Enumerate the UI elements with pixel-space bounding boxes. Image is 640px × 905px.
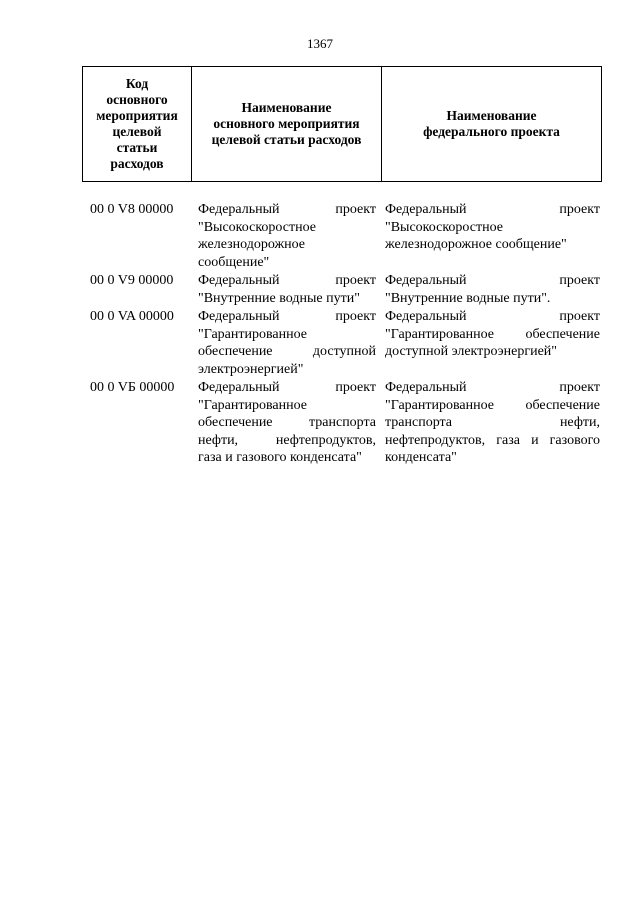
row-project [381,272,602,307]
project-line: Федеральный проект [385,309,600,324]
project-line: "Гарантированное обеспечение [385,326,600,342]
name-line: "Внутренние водные пути" [198,290,360,306]
table-row [82,272,602,307]
name-line: "Гарантированное [198,326,307,342]
project-line: "Гарантированное обеспечение [385,397,600,413]
name-line: "Высокоскоростное [198,219,316,235]
name-line: железнодорожное [198,237,306,252]
project-line: Федеральный проект [385,380,600,395]
name-line: электроэнергией" [198,361,304,377]
row-name [191,379,381,467]
name-line: обеспечение доступной [198,344,376,359]
row-code: 00 0 VБ 00000 [90,380,175,395]
row-project [381,308,602,378]
page-number: 1367 [307,36,333,51]
project-line: транспорта нефти, [385,415,600,430]
name-line: обеспечение транспорта [198,415,376,430]
table-header [82,66,602,182]
project-line: железнодорожное сообщение" [385,237,567,252]
name-line: Федеральный проект [198,273,376,288]
project-line: "Внутренние водные пути". [385,290,551,306]
header-name-column: Наименование основного мероприятия целевой статьи расходов [192,67,382,181]
project-line: Федеральный проект [385,273,600,288]
header-code-column: Код основного мероприятия целевой статьи расходов [83,67,192,181]
table-body [82,201,602,468]
row-code: 00 0 VA 00000 [90,309,174,324]
row-name [191,308,381,378]
name-line: Федеральный проект [198,380,376,395]
project-line: "Высокоскоростное [385,219,503,235]
row-project [381,201,602,271]
project-line: конденсата" [385,450,457,465]
name-line: нефти, нефтепродуктов, [198,432,376,448]
name-line: газа и газового конденсата" [198,450,362,465]
table-row [82,201,602,271]
project-line: Федеральный проект [385,202,600,217]
row-name [191,272,381,307]
project-line: доступной электроэнергией" [385,344,557,359]
name-line: Федеральный проект [198,309,376,324]
row-code: 00 0 V8 00000 [90,202,174,217]
project-line: нефтепродуктов, газа и газового [385,432,600,448]
header-project-column: Наименование федерального проекта [423,108,560,139]
table-row [82,308,602,378]
name-line: сообщение" [198,254,270,270]
row-project [381,379,602,467]
row-code: 00 0 V9 00000 [90,273,174,288]
table-row [82,379,602,467]
name-line: Федеральный проект [198,202,376,217]
row-name [191,201,381,271]
name-line: "Гарантированное [198,397,307,413]
